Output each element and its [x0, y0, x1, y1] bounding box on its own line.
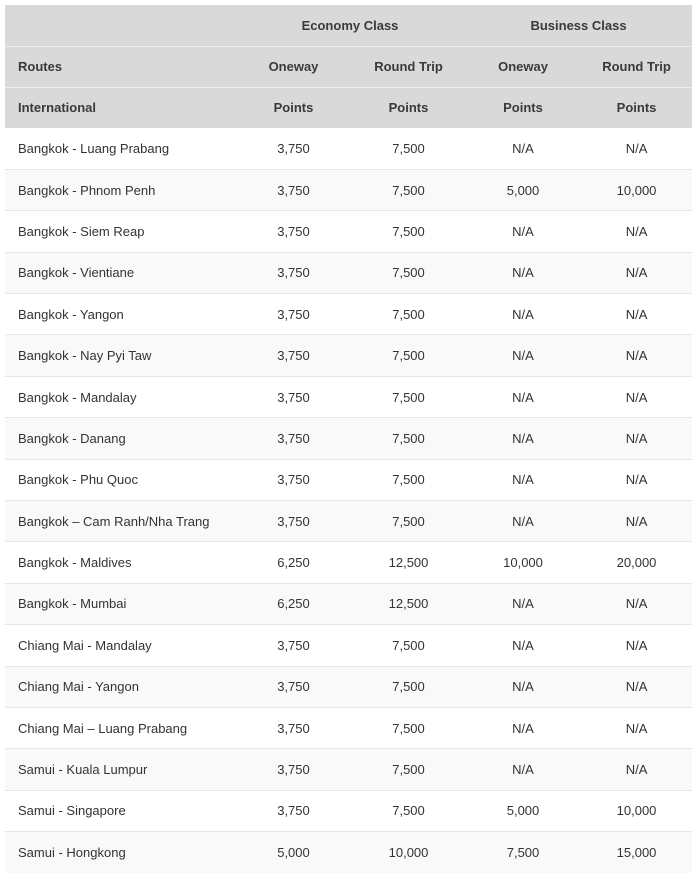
economy-roundtrip-cell: 7,500	[352, 790, 465, 831]
unit-header: Points	[388, 100, 429, 116]
table-row	[5, 418, 692, 459]
business-roundtrip-cell: 10,000	[581, 169, 692, 210]
route-cell: Bangkok - Siem Reap	[5, 211, 235, 252]
economy-roundtrip-cell: 7,500	[352, 418, 465, 459]
business-roundtrip-header: Round Trip	[581, 46, 692, 87]
economy-roundtrip-header: Round Trip	[352, 46, 465, 87]
business-roundtrip-cell: N/A	[581, 418, 692, 459]
routes-header: Routes	[5, 46, 235, 87]
business-oneway-cell: N/A	[465, 583, 581, 624]
business-oneway-cell: N/A	[465, 294, 581, 335]
unit-header: Points	[273, 100, 314, 116]
route-cell: Bangkok - Mumbai	[5, 583, 235, 624]
business-roundtrip-cell: 15,000	[581, 832, 692, 873]
business-oneway-cell: 10,000	[465, 542, 581, 583]
business-roundtrip-cell: N/A	[581, 211, 692, 252]
table-row	[5, 749, 692, 790]
economy-class-header: Economy Class	[235, 5, 465, 46]
economy-roundtrip-cell: 7,500	[352, 376, 465, 417]
economy-oneway-cell: 3,750	[235, 211, 352, 252]
economy-roundtrip-cell: 7,500	[352, 335, 465, 376]
table-row	[5, 376, 692, 417]
economy-roundtrip-cell: 7,500	[352, 749, 465, 790]
economy-oneway-cell: 3,750	[235, 666, 352, 707]
business-roundtrip-cell: N/A	[581, 625, 692, 666]
table-row	[5, 211, 692, 252]
route-cell: Samui - Singapore	[5, 790, 235, 831]
business-roundtrip-cell: N/A	[581, 335, 692, 376]
route-cell: Bangkok - Phu Quoc	[5, 459, 235, 500]
route-cell: Chiang Mai - Yangon	[5, 666, 235, 707]
business-oneway-header: Oneway	[465, 46, 581, 87]
business-oneway-cell: N/A	[465, 707, 581, 748]
table-row	[5, 583, 692, 624]
table-row	[5, 169, 692, 210]
economy-oneway-cell: 3,750	[235, 418, 352, 459]
route-cell: Chiang Mai - Mandalay	[5, 625, 235, 666]
unit-header: Points	[503, 100, 543, 116]
table-row	[5, 790, 692, 831]
unit-header: Points	[616, 100, 657, 116]
route-cell: Bangkok - Yangon	[5, 294, 235, 335]
economy-oneway-cell: 3,750	[235, 376, 352, 417]
economy-roundtrip-cell: 7,500	[352, 252, 465, 293]
business-roundtrip-cell: N/A	[581, 666, 692, 707]
business-roundtrip-cell: 10,000	[581, 790, 692, 831]
economy-oneway-cell: 3,750	[235, 169, 352, 210]
business-class-header: Business Class	[465, 5, 692, 46]
table-row	[5, 335, 692, 376]
column-header-row	[5, 46, 692, 87]
section-header-international: International	[18, 100, 97, 116]
economy-oneway-cell: 3,750	[235, 335, 352, 376]
header-blank-cell	[5, 5, 235, 46]
business-oneway-cell: 5,000	[465, 169, 581, 210]
business-roundtrip-cell: N/A	[581, 376, 692, 417]
table-body	[5, 128, 692, 873]
table-row	[5, 128, 692, 169]
business-oneway-cell: N/A	[465, 459, 581, 500]
economy-roundtrip-cell: 7,500	[352, 211, 465, 252]
unit-header-row	[5, 87, 692, 128]
business-oneway-cell: N/A	[465, 252, 581, 293]
route-cell: Bangkok - Danang	[5, 418, 235, 459]
economy-oneway-cell: 3,750	[235, 501, 352, 542]
economy-oneway-cell: 3,750	[235, 294, 352, 335]
business-oneway-cell: N/A	[465, 211, 581, 252]
economy-roundtrip-cell: 12,500	[352, 542, 465, 583]
route-cell: Samui - Kuala Lumpur	[5, 749, 235, 790]
economy-oneway-cell: 3,750	[235, 707, 352, 748]
table-row	[5, 542, 692, 583]
business-oneway-cell: N/A	[465, 749, 581, 790]
business-roundtrip-cell: N/A	[581, 459, 692, 500]
economy-roundtrip-cell: 7,500	[352, 294, 465, 335]
business-oneway-cell: N/A	[465, 376, 581, 417]
economy-roundtrip-cell: 7,500	[352, 501, 465, 542]
table-header	[5, 5, 692, 128]
business-roundtrip-cell: 20,000	[581, 542, 692, 583]
economy-oneway-cell: 3,750	[235, 252, 352, 293]
route-cell: Chiang Mai – Luang Prabang	[5, 707, 235, 748]
economy-roundtrip-cell: 7,500	[392, 140, 425, 156]
economy-roundtrip-cell: 7,500	[352, 625, 465, 666]
business-oneway-cell: N/A	[512, 140, 534, 156]
business-oneway-cell: 5,000	[465, 790, 581, 831]
economy-oneway-cell: 3,750	[235, 625, 352, 666]
route-cell: Samui - Hongkong	[5, 832, 235, 873]
route-cell: Bangkok – Cam Ranh/Nha Trang	[5, 501, 235, 542]
table-row	[5, 832, 692, 873]
business-oneway-cell: N/A	[465, 625, 581, 666]
economy-roundtrip-cell: 10,000	[352, 832, 465, 873]
class-header-row	[5, 5, 692, 46]
economy-oneway-cell: 6,250	[235, 583, 352, 624]
economy-oneway-cell: 3,750	[235, 749, 352, 790]
business-roundtrip-cell: N/A	[581, 583, 692, 624]
economy-oneway-header: Oneway	[235, 46, 352, 87]
economy-oneway-cell: 6,250	[235, 542, 352, 583]
route-cell: Bangkok - Vientiane	[5, 252, 235, 293]
business-oneway-cell: N/A	[465, 501, 581, 542]
business-roundtrip-cell: N/A	[581, 707, 692, 748]
table-row	[5, 666, 692, 707]
economy-roundtrip-cell: 7,500	[352, 666, 465, 707]
economy-oneway-cell: 3,750	[277, 140, 310, 156]
award-points-table-container	[5, 5, 692, 873]
table-row	[5, 294, 692, 335]
table-row	[5, 625, 692, 666]
route-cell: Bangkok - Luang Prabang	[18, 140, 170, 156]
business-roundtrip-cell: N/A	[581, 294, 692, 335]
economy-roundtrip-cell: 7,500	[352, 169, 465, 210]
business-roundtrip-cell: N/A	[581, 501, 692, 542]
economy-oneway-cell: 3,750	[235, 790, 352, 831]
economy-oneway-cell: 5,000	[235, 832, 352, 873]
business-roundtrip-cell: N/A	[581, 749, 692, 790]
award-points-table	[5, 5, 692, 873]
table-row	[5, 252, 692, 293]
business-oneway-cell: N/A	[465, 666, 581, 707]
economy-roundtrip-cell: 12,500	[352, 583, 465, 624]
business-oneway-cell: 7,500	[465, 832, 581, 873]
table-row	[5, 707, 692, 748]
table-row	[5, 459, 692, 500]
economy-roundtrip-cell: 7,500	[352, 707, 465, 748]
business-oneway-cell: N/A	[465, 418, 581, 459]
table-row	[5, 501, 692, 542]
economy-oneway-cell: 3,750	[235, 459, 352, 500]
route-cell: Bangkok - Maldives	[5, 542, 235, 583]
business-roundtrip-cell: N/A	[625, 140, 648, 156]
economy-roundtrip-cell: 7,500	[352, 459, 465, 500]
route-cell: Bangkok - Nay Pyi Taw	[5, 335, 235, 376]
business-oneway-cell: N/A	[465, 335, 581, 376]
route-cell: Bangkok - Mandalay	[5, 376, 235, 417]
route-cell: Bangkok - Phnom Penh	[5, 169, 235, 210]
business-roundtrip-cell: N/A	[581, 252, 692, 293]
